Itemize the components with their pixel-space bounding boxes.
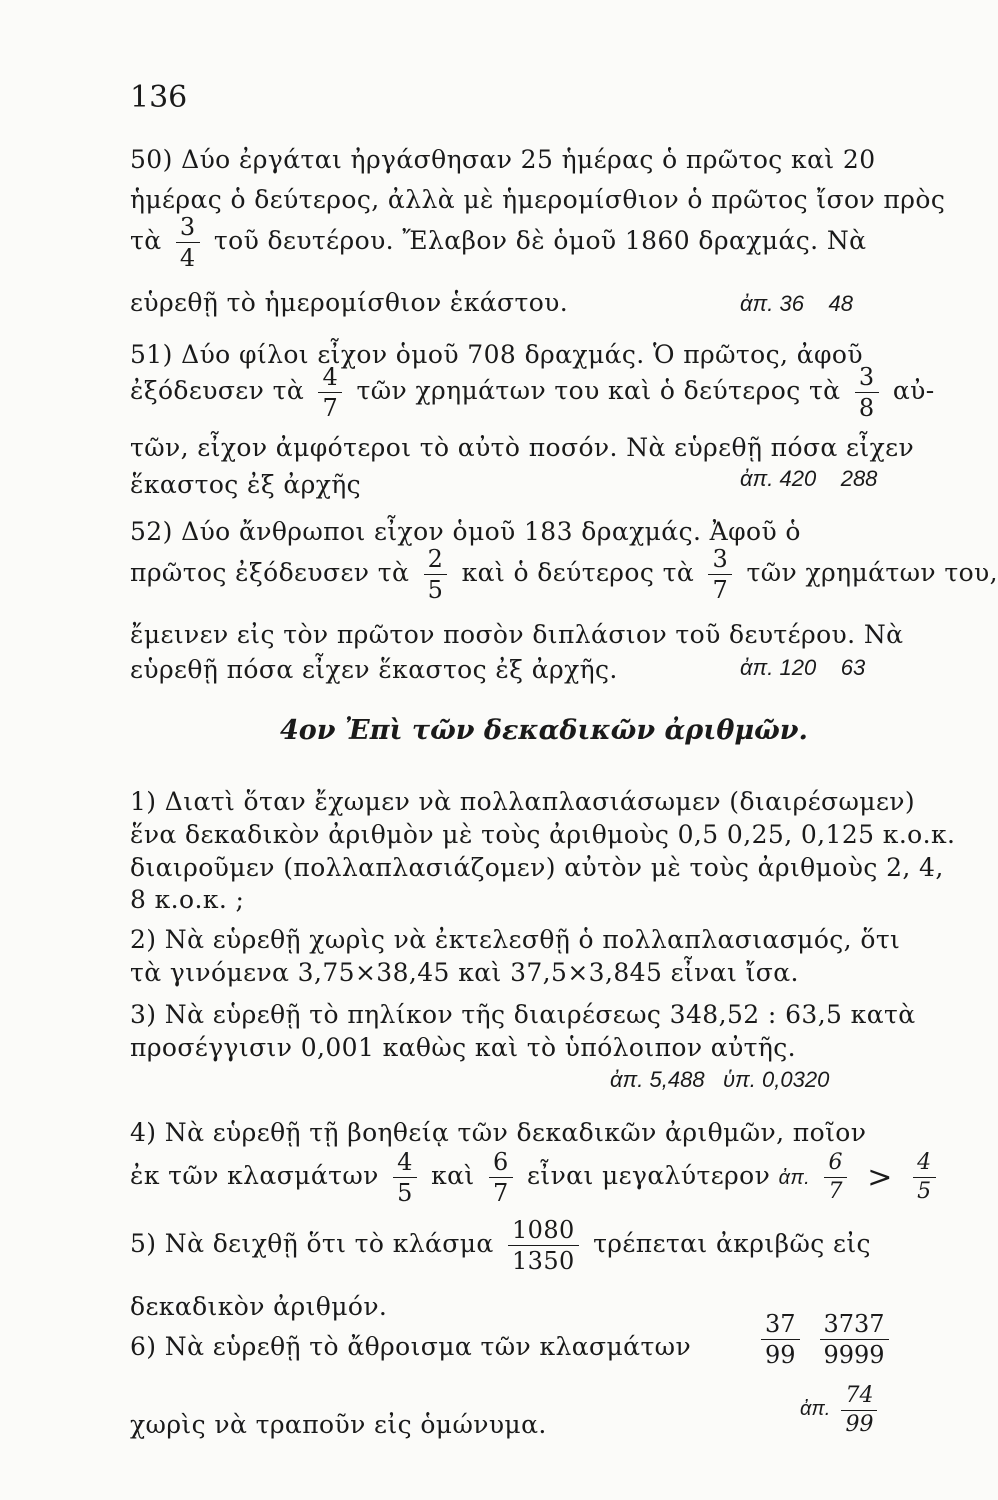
p52-line2: [130, 545, 998, 604]
text: ἡμέρας ὁ δεύτερος, ἀλλὰ μὲ ἡμερομίσθιον ὁ πρῶτος ἴσον πρὸς: [130, 185, 946, 214]
text: αὐ-: [892, 376, 935, 405]
text: 51) Δύο φίλοι εἶχον ὁμοῦ 708 δραχμάς. Ὁ πρῶτος, ἀφοῦ: [130, 340, 863, 369]
answer-prefix: ἀπ.: [800, 1398, 831, 1420]
denominator: 99: [845, 1412, 874, 1437]
p52-answer: [740, 655, 865, 681]
denominator: 8: [858, 394, 875, 422]
text: 6) Νὰ εὑρεθῇ τὸ ἄθροισμα τῶν κλασμάτων: [130, 1332, 692, 1361]
denominator: 9999: [823, 1341, 885, 1369]
p51-line2: [130, 363, 935, 422]
q1-line2: [130, 820, 956, 849]
text: εὑρεθῇ τὸ ἡμερομίσθιον ἑκάστου.: [130, 288, 569, 317]
answer-value: 5,488: [649, 1067, 705, 1092]
text: ἕνα δεκαδικὸν ἀριθμὸν μὲ τοὺς ἀριθμοὺς 0,5 0,25, 0,125 κ.ο.κ.: [130, 820, 956, 849]
text: τὰ γινόμενα 3,75×38,45 καὶ 37,5×3,845 εἶναι ἴσα.: [130, 958, 799, 987]
numerator: 3: [855, 365, 879, 393]
answer-value: 48: [828, 291, 853, 316]
remainder-prefix: ὑπ.: [722, 1067, 756, 1092]
answer-value: 420: [779, 466, 817, 491]
answer-value: 288: [840, 466, 878, 491]
text: 3) Νὰ εὑρεθῇ τὸ πηλίκον τῆς διαιρέσεως 348,52 : 63,5 κατὰ: [130, 1000, 916, 1029]
denominator: 4: [179, 244, 196, 272]
text: καὶ: [431, 1161, 475, 1190]
q5-line1: [130, 1218, 890, 1273]
answer-prefix: ἀπ.: [740, 466, 774, 491]
p50-line2: [130, 185, 946, 214]
p52-line1: [130, 517, 890, 546]
text: τῶν χρημάτων του καὶ ὁ δεύτερος τὰ: [356, 376, 841, 405]
text: ἐκ τῶν κλασμάτων: [130, 1161, 379, 1190]
q6-line2: [130, 1410, 890, 1439]
text: 1) Διατὶ ὅταν ἔχωμεν νὰ πολλαπλασιάσωμεν (διαιρέσωμεν): [130, 787, 916, 816]
numerator: 3737: [820, 1312, 889, 1340]
answer-prefix: ἀπ.: [740, 291, 774, 316]
q1-line1: [130, 787, 916, 816]
text: ἔμεινεν εἰς τὸν πρῶτον ποσὸν διπλάσιον τοῦ δευτέρου. Νὰ: [130, 620, 904, 649]
p50-line1: [130, 145, 890, 174]
text: ἐξόδευσεν τὰ: [130, 376, 305, 405]
text: τὰ: [130, 226, 162, 255]
fraction: [855, 365, 879, 420]
answer-prefix: ἀπ.: [610, 1067, 644, 1092]
q1-line3: [130, 853, 944, 882]
answer-fraction: [824, 1152, 846, 1203]
fraction: [708, 547, 732, 602]
text: προσέγγισιν 0,001 καθὼς καὶ τὸ ὑπόλοιπον αὐτῆς.: [130, 1033, 797, 1062]
p52-line3: [130, 620, 904, 649]
answer-value: 63: [840, 655, 866, 680]
fraction: [508, 1218, 579, 1273]
text: χωρὶς νὰ τραποῦν εἰς ὁμώνυμα.: [130, 1410, 547, 1439]
denominator: 7: [828, 1179, 843, 1204]
answer-prefix: ἀπ.: [740, 655, 774, 680]
denominator: 7: [322, 394, 339, 422]
fraction: [318, 365, 342, 420]
text: 2) Νὰ εὑρεθῇ χωρὶς νὰ ἐκτελεσθῇ ὁ πολλαπλασιασμός, ὅτι: [130, 925, 901, 954]
denominator: 99: [765, 1341, 796, 1369]
text: τῶν χρημάτων του,: [746, 558, 998, 587]
q6-fractions: [755, 1312, 895, 1367]
numerator: 3: [708, 547, 732, 575]
answer-value: 120: [779, 655, 817, 680]
numerator: 4: [393, 1150, 417, 1178]
numerator: 37: [761, 1312, 800, 1340]
fraction: [424, 547, 448, 602]
text: καὶ ὁ δεύτερος τὰ: [461, 558, 695, 587]
numerator: 3: [176, 215, 200, 243]
text: εὑρεθῇ πόσα εἶχεν ἕκαστος ἐξ ἀρχῆς.: [130, 655, 618, 684]
q4-line2: [130, 1148, 932, 1207]
denominator: 5: [917, 1179, 932, 1204]
denominator: 1350: [512, 1247, 575, 1275]
numerator: 4: [913, 1152, 935, 1178]
q1-line4: [130, 885, 890, 914]
answer-prefix: ἀπ.: [778, 1167, 811, 1189]
q3-line2: [130, 1033, 890, 1062]
numerator: 2: [424, 547, 448, 575]
q2-line2: [130, 958, 890, 987]
fraction: [393, 1150, 417, 1205]
p50-answer: [740, 291, 853, 317]
q3-line1: [130, 1000, 916, 1029]
text: τρέπεται ἀκριβῶς εἰς: [593, 1229, 871, 1258]
remainder-value: 0,0320: [762, 1067, 830, 1092]
fraction: [176, 215, 200, 270]
numerator: 4: [318, 365, 342, 393]
q2-line1: [130, 925, 901, 954]
denominator: 5: [427, 576, 444, 604]
text: 5) Νὰ δειχθῇ ὅτι τὸ κλάσμα: [130, 1229, 494, 1258]
fraction: [820, 1312, 889, 1367]
text: 50) Δύο ἐργάται ἠργάσθησαν 25 ἡμέρας ὁ πρῶτος καὶ 20: [130, 145, 876, 174]
text: ἕκαστος ἐξ ἀρχῆς: [130, 470, 362, 499]
p51-answer: [740, 466, 877, 492]
denominator: 5: [397, 1179, 413, 1207]
answer-value: 36: [779, 291, 805, 316]
text: δεκαδικὸν ἀριθμόν.: [130, 1292, 388, 1321]
q6-answer: [800, 1385, 883, 1436]
numerator: 6: [489, 1150, 513, 1178]
numerator: 6: [824, 1152, 846, 1178]
p51-line3: [130, 433, 915, 462]
answer-fraction: [841, 1385, 877, 1436]
greater-than-sign: >: [867, 1160, 893, 1195]
fraction: [489, 1150, 513, 1205]
p50-line3: [130, 215, 890, 270]
q3-answer: [610, 1067, 829, 1093]
numerator: 1080: [508, 1218, 579, 1246]
numerator: 74: [841, 1385, 877, 1411]
text: πρῶτος ἐξόδευσεν τὰ: [130, 558, 410, 587]
text: τοῦ δευτέρου. Ἔλαβον δὲ ὁμοῦ 1860 δραχμάς. Νὰ: [213, 226, 867, 255]
text: 52) Δύο ἄνθρωποι εἶχον ὁμοῦ 183 δραχμάς. Ἀφοῦ ὁ: [130, 517, 801, 546]
text: 4) Νὰ εὑρεθῇ τῇ βοηθείᾳ τῶν δεκαδικῶν ἀριθμῶν, ποῖον: [130, 1118, 867, 1147]
answer-fraction: [913, 1152, 935, 1203]
text: εἶναι μεγαλύτερον: [527, 1161, 771, 1190]
text: 8 κ.ο.κ. ;: [130, 885, 245, 914]
fraction: [761, 1312, 800, 1367]
q4-line1: [130, 1118, 890, 1147]
text: τῶν, εἶχον ἀμφότεροι τὸ αὐτὸ ποσόν. Νὰ εὑρεθῇ πόσα εἶχεν: [130, 433, 915, 462]
page-number: 136: [130, 80, 188, 115]
denominator: 7: [492, 1179, 509, 1207]
denominator: 7: [712, 576, 729, 604]
text: διαιροῦμεν (πολλαπλασιάζομεν) αὐτὸν μὲ τοὺς ἀριθμοὺς 2, 4,: [130, 853, 944, 882]
section-heading: 4ον Ἐπὶ τῶν δεκαδικῶν ἀριθμῶν.: [280, 715, 808, 746]
